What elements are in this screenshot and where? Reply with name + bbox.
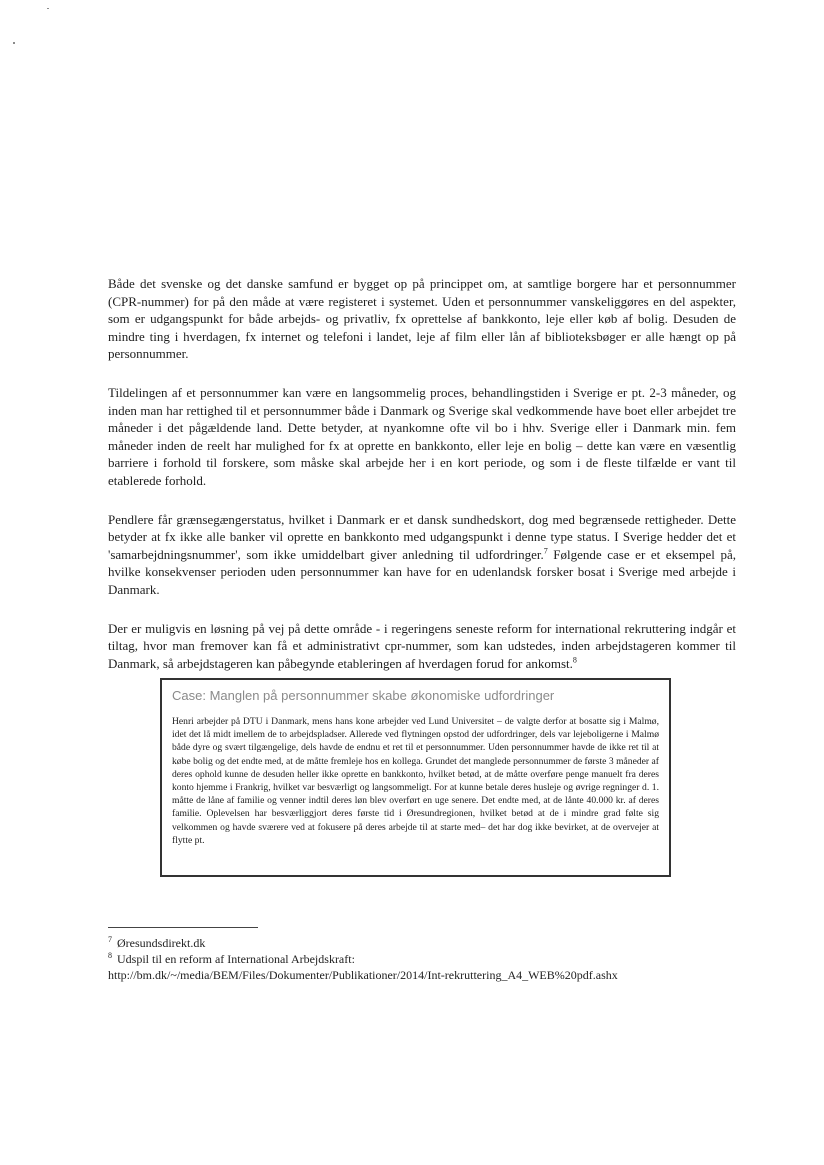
- footnote-number: 7: [108, 935, 112, 944]
- paragraph-3-text-cont: Følgende case er et eksempel på, hvilke konsekvenser perioden uden personnummer kan have for en udenlandsk forsker bosat i Sverige med arbejde i Danmark.: [108, 546, 736, 597]
- scan-speck: [47, 8, 49, 9]
- main-text: [108, 275, 736, 693]
- scan-speck: [13, 42, 15, 44]
- footnote-text: Øresundsdirekt.dk: [117, 936, 206, 950]
- paragraph-1: Både det svenske og det danske samfund er bygget op på princippet om, at samtlige borgere har et personnummer (CPR-nummer) for på den måde at være registeret i systemet. Uden et personnummer vanskeliggøres en del aspekter, som er udgangspunkt for både arbejds- og privatliv, fx oprettelse af bankkonto, leje eller køb af bolig. Desuden de mindre ting i hverdagen, fx internet og telefoni i landet, leje af film eller lån af biblioteksbøger er alle hængt op på personnummer.: [108, 276, 736, 362]
- case-box: [160, 678, 671, 877]
- footnote-url-link[interactable]: http://bm.dk/~/media/BEM/Files/Dokumenter/Publikationer/2014/Int-rekruttering_A4_WEB%20pdf.ashx: [108, 968, 618, 982]
- paragraph-3: [108, 511, 736, 599]
- footnotes: [108, 935, 728, 983]
- footnote-divider: [108, 927, 258, 928]
- paragraph-2: Tildelingen af et personnummer kan være en langsommelig proces, behandlingstiden i Sverige er pt. 2-3 måneder, og inden man har rettighed til et personnummer både i Danmark og Sverige skal vedkommende have boet eller arbejdet tre måneder i det pågældende land. Dette betyder, at nyankomne ofte vil bo i hhv. Sverige eller i Danmark min. fem måneder inden de reelt har mulighed for fx at oprette en bankkonto, eller leje en bolig – dette kan være en væsentlig barriere i forhold til forskere, som måske skal arbejde her i en kort periode, og som i de fleste tilfælde er vant til etablerede forhold.: [108, 384, 736, 488]
- footnote-8-url[interactable]: [108, 967, 728, 983]
- paragraph-4-text: Der er muligvis en løsning på vej på dette område - i regeringens seneste reform for international rekruttering indgår et tiltag, hvor man fremover kan få et administrativt cpr-nummer, som kan udstedes, inden arbejdstageren kommer til Danmark, så arbejdstageren kan påbegynde etableringen af hverdagen forud for ankomst.: [108, 620, 736, 671]
- paragraph-4: [108, 620, 736, 673]
- footnote-7: [108, 935, 728, 951]
- case-title: Case: Manglen på personnummer skabe økonomiske udfordringer: [172, 688, 555, 703]
- footnote-number: 8: [108, 951, 112, 960]
- footnote-ref-8: 8: [572, 655, 577, 665]
- footnote-text: Udspil til en reform af International Arbejdskraft:: [117, 952, 355, 966]
- footnote-8: [108, 951, 728, 967]
- paragraph-3-text: Pendlere får grænsegængerstatus, hvilket i Danmark er et dansk sundhedskort, dog med begrænsede rettigheder. Dette betyder at fx ikke alle banker vil oprette en bankkonto med udgangspunkt i denne type status. I Sverige hedder det et 'samarbejdningsnummer', som ikke umiddelbart giver anledning til udfordringer.: [108, 511, 736, 562]
- case-body: Henri arbejder på DTU i Danmark, mens hans kone arbejder ved Lund Universitet – de valgte derfor at bosatte sig i Malmø, idet det lå midt imellem de to arbejdspladser. Allerede ved flytningen opstod der udfordringer, dels var lejeboligerne i Malmø både dyre og svært tilgængelige, dels havde de endnu et ret til et personnummer. Uden personnummer havde de ikke ret til at købe bolig og det endte med, at de måtte fremleje hos en kollega. Grundet det manglede personnummer de første 3 måneder af deres ophold kunne de desuden heller ikke oprette en bankkonto, hvilket betød, at de måtte overføre penge manuelt fra deres konto hjemme i Frankrig, hvilket var besværligt og langsommeligt. For at kunne betale deres husleje og øvrige regninger d. 1. måtte de låne af familie og venner indtil deres løn blev overført en uge senere. Det endte med, at de lånte 40.000 kr. af deres familie. Oplevelsen har besværliggjort deres første tid i Øresundregionen, hvilket betød at de i mindre grad følte sig velkommen og havde sværere ved at fokusere på deres arbejde til at starte med– det har dog ikke bevirket, at de overvejer at flytte pt.: [172, 716, 659, 846]
- footnote-ref-7: 7: [543, 546, 548, 556]
